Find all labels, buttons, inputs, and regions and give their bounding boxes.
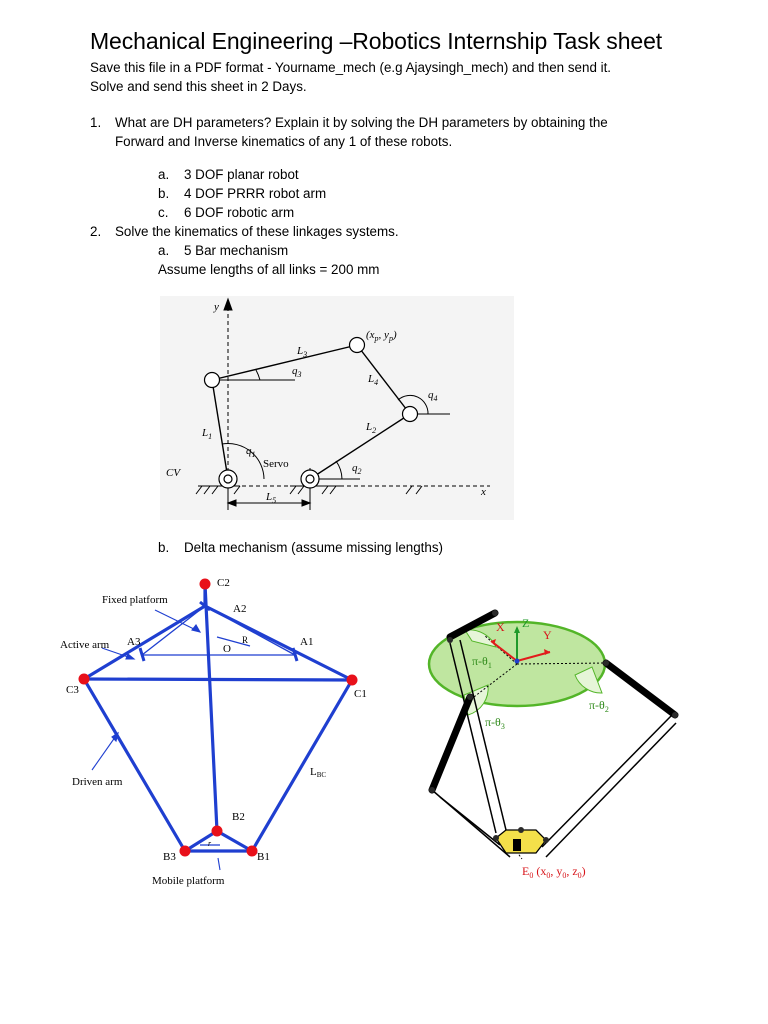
page-title: Mechanical Engineering –Robotics Internship Task sheet bbox=[90, 28, 663, 54]
joint-b1 bbox=[247, 846, 258, 857]
mobile-platform-leader bbox=[218, 858, 220, 870]
q2-label: $q_2$ bbox=[352, 462, 362, 476]
option-a-text: 3 DOF planar robot bbox=[184, 167, 299, 182]
active-arm-label: Active arm bbox=[60, 639, 110, 651]
delta-mechanism-schematic bbox=[50, 570, 380, 895]
joint-l4-l2 bbox=[403, 407, 418, 422]
c2-label: C2 bbox=[217, 577, 230, 589]
joint-l1-l3 bbox=[205, 373, 220, 388]
option-a-letter: a. bbox=[158, 167, 170, 182]
theta-1-label: $\pi-\theta_1$ bbox=[472, 654, 492, 670]
a2-label: A2 bbox=[233, 603, 247, 615]
c3-label: C3 bbox=[66, 684, 79, 696]
question-2a-text: 5 Bar mechanism bbox=[184, 243, 289, 258]
question-2a-letter: a. bbox=[158, 243, 170, 258]
question-1-line-1: What are DH parameters? Explain it by solving the DH parameters by obtaining the bbox=[115, 115, 608, 130]
q3-label: $q_3$ bbox=[292, 365, 302, 379]
joint-cv-inner bbox=[224, 475, 232, 483]
theta-3-label: $\pi-\theta_3$ bbox=[485, 715, 505, 731]
option-c-text: 6 DOF robotic arm bbox=[184, 205, 295, 220]
active-arm-2 bbox=[606, 663, 675, 715]
q1-label: $q_1$ bbox=[246, 445, 256, 459]
l1-label: $L_1$ bbox=[202, 427, 213, 441]
radius-small-r-label: r bbox=[208, 839, 212, 848]
delta-mechanism-3d bbox=[410, 595, 700, 900]
instruction-line-1: Save this file in a PDF format - Yourname_mech (e.g Ajaysingh_mech) and then send it. bbox=[90, 60, 612, 75]
question-2a-note: Assume lengths of all links = 200 mm bbox=[158, 262, 380, 277]
x-axis-label: x bbox=[481, 486, 486, 498]
x-frame-label: X bbox=[496, 620, 505, 634]
b1-label: B1 bbox=[257, 851, 270, 863]
joint-end-effector bbox=[350, 338, 365, 353]
joint-b2 bbox=[212, 826, 223, 837]
end-effector-coordinate-label: $E_0$ ($x_0$, $y_0$, $z_0$) bbox=[522, 864, 586, 880]
driven-arm-c2-b2 bbox=[205, 584, 217, 831]
arm-c3-c1 bbox=[84, 679, 352, 680]
c1-label: C1 bbox=[354, 688, 367, 700]
servo-label: Servo bbox=[263, 458, 289, 470]
a1-label: A1 bbox=[300, 636, 314, 648]
driven-arm-c1-b1 bbox=[252, 680, 352, 851]
option-b-letter: b. bbox=[158, 186, 170, 201]
question-2b-letter: b. bbox=[158, 540, 170, 555]
fixed-platform-label: Fixed platform bbox=[102, 594, 168, 606]
cv-label: CV bbox=[166, 467, 181, 479]
origin-o-label: O bbox=[223, 643, 231, 655]
instruction-line-2: Solve and send this sheet in 2 Days. bbox=[90, 79, 307, 94]
joint-c2 bbox=[200, 579, 211, 590]
joint-c1 bbox=[347, 675, 358, 686]
b2-label: B2 bbox=[232, 811, 245, 823]
joint-servo-inner bbox=[306, 475, 314, 483]
option-b-text: 4 DOF PRRR robot arm bbox=[184, 186, 327, 201]
l4-label: $L_4$ bbox=[368, 373, 379, 387]
z-frame-label: Z bbox=[522, 616, 530, 630]
question-2-line-1: Solve the kinematics of these linkages systems. bbox=[115, 224, 399, 239]
theta-2-label: $\pi-\theta_2$ bbox=[589, 698, 609, 714]
a3-label: A3 bbox=[127, 636, 141, 648]
y-axis-label: y bbox=[214, 301, 219, 313]
y-frame-label: Y bbox=[543, 628, 552, 642]
l2-label: $L_2$ bbox=[366, 421, 377, 435]
l3-label: $L_3$ bbox=[297, 345, 308, 359]
question-1-number: 1. bbox=[90, 115, 102, 130]
question-1-line-2: Forward and Inverse kinematics of any 1 of these robots. bbox=[115, 134, 453, 149]
question-2-number: 2. bbox=[90, 224, 102, 239]
question-2b-text: Delta mechanism (assume missing lengths) bbox=[184, 540, 443, 555]
q4-label: $q_4$ bbox=[428, 389, 438, 403]
l5-label: $L_5$ bbox=[266, 491, 277, 505]
joint-b3 bbox=[180, 846, 191, 857]
five-bar-mechanism-figure bbox=[160, 296, 514, 520]
joint-c3 bbox=[79, 674, 90, 685]
active-arm-3 bbox=[432, 697, 470, 790]
end-effector-coordinate-label: ($x_p$, $y_p$) bbox=[366, 329, 397, 343]
mobile-platform-label: Mobile platform bbox=[152, 875, 225, 887]
driven-arm-c3-b3 bbox=[84, 679, 185, 851]
option-c-letter: c. bbox=[158, 205, 169, 220]
driven-arm-label: Driven arm bbox=[72, 776, 123, 788]
b3-label: B3 bbox=[163, 851, 176, 863]
lbc-label: LBC bbox=[310, 766, 327, 779]
radius-r-label: R bbox=[242, 635, 249, 645]
